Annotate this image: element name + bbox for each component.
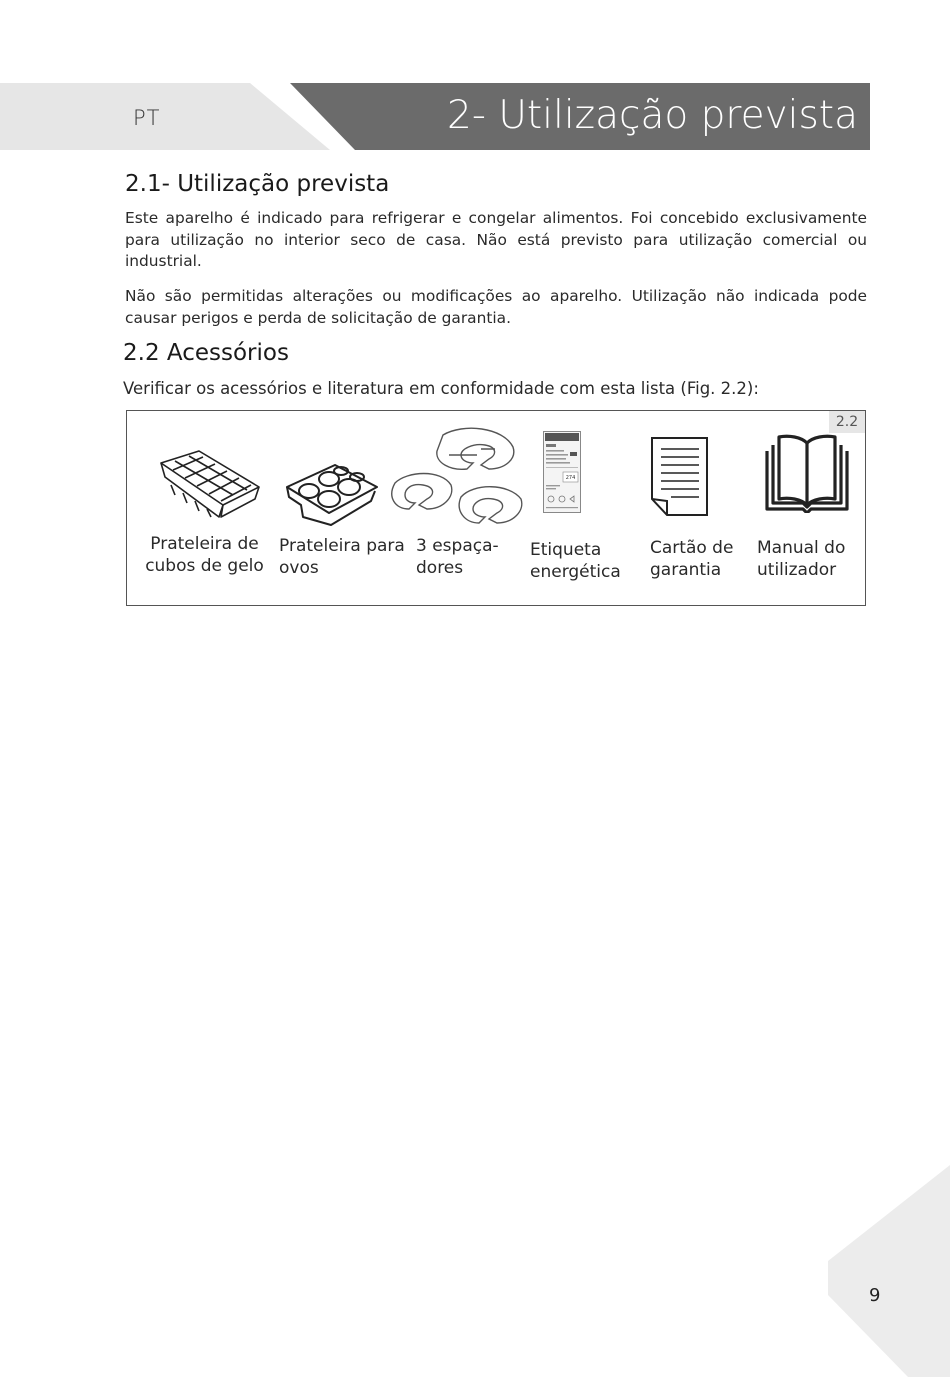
caption-spacers: 3 espaça- dores — [416, 536, 499, 578]
paragraph-intended-use: Este aparelho é indicado para refrigerar e congelar alimentos. Foi concebido exclusivamente para utilização no interior seco de casa. Não está previsto para utilização comercial ou industrial. — [125, 209, 867, 270]
energy-label-value: 274 — [565, 475, 576, 481]
chapter-title: 2- Utilização prevista — [447, 93, 858, 138]
egg-tray-icon — [281, 461, 381, 531]
language-tab: PT — [133, 106, 161, 130]
caption-ice-cube-tray: Prateleira de cubos de gelo — [145, 534, 264, 576]
paragraph-accessories-intro: Verificar os acessórios e literatura em conformidade com esta lista (Fig. 2.2): — [123, 379, 759, 398]
page-corner — [828, 1165, 950, 1377]
section-heading-intended-use: 2.1- Utilização prevista — [125, 171, 390, 197]
user-manual-icon — [763, 433, 851, 513]
accessories-figure — [126, 410, 866, 606]
energy-label-icon — [543, 431, 581, 513]
section-heading-accessories: 2.2 Acessórios — [123, 340, 289, 366]
paragraph-modifications: Não são permitidas alterações ou modificações ao aparelho. Utilização não indicada pode causar perigos e perda de solicitação de garantia. — [125, 287, 867, 327]
caption-user-manual: Manual do utilizador — [757, 538, 846, 580]
caption-warranty-card: Cartão de garantia — [650, 538, 734, 580]
warranty-card-icon — [649, 435, 711, 519]
page-number: 9 — [869, 1285, 881, 1306]
caption-egg-tray: Prateleira para ovos — [279, 536, 405, 578]
caption-energy-label: Etiqueta energética — [530, 540, 621, 582]
spacers-icon — [385, 425, 533, 535]
figure-number: 2.2 — [829, 411, 865, 433]
ice-cube-tray-icon — [157, 447, 267, 527]
